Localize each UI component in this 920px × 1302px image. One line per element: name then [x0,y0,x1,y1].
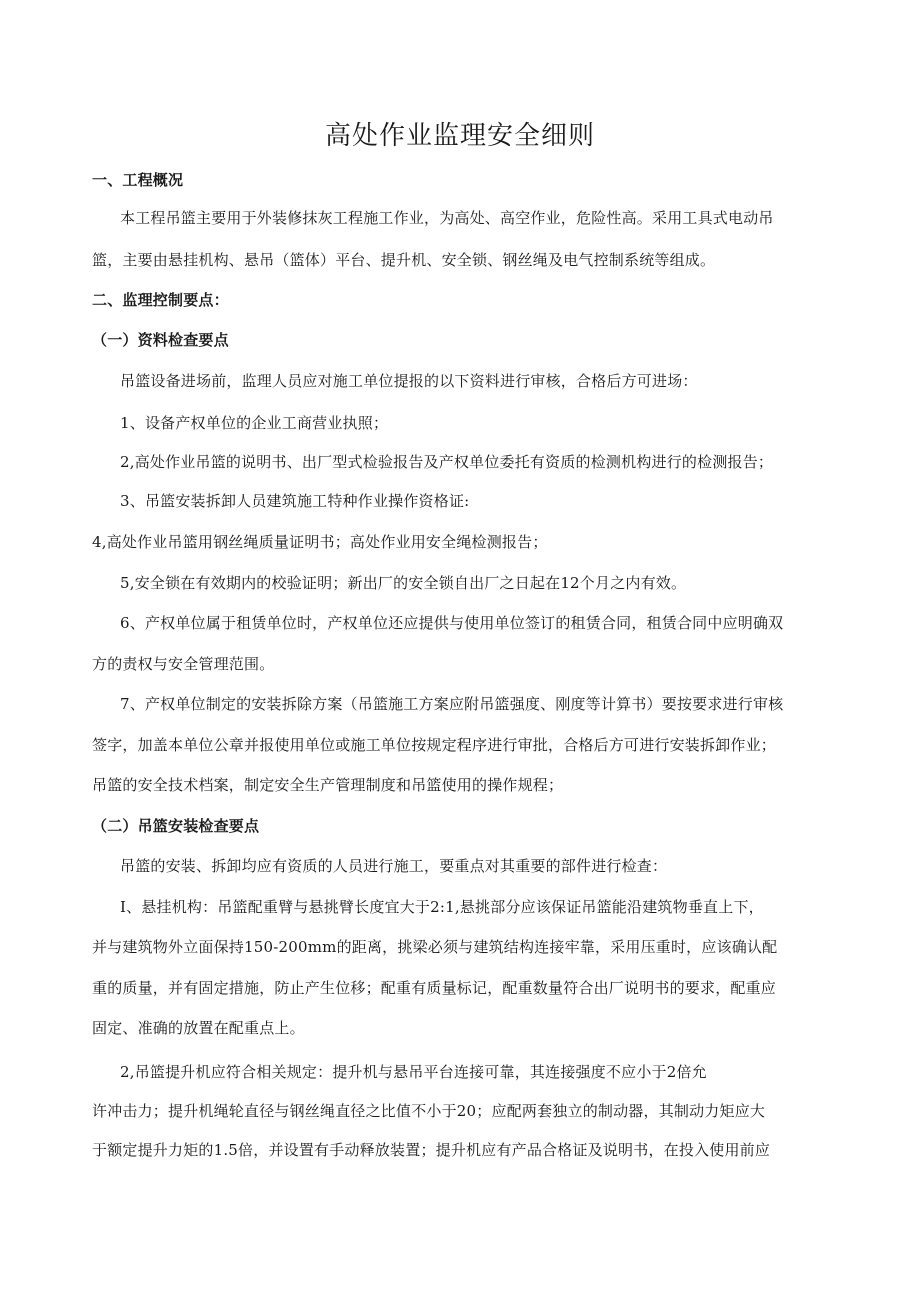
paragraph-line: 吊篮的安装、拆卸均应有资质的人员进行施工，要重点对其重要的部件进行检查： [120,857,668,875]
list-item: I、悬挂机构：吊篮配重臂与悬挑臂长度宜大于2:1,悬挑部分应该保证吊篮能沿建筑物垂直上下， [120,898,764,916]
list-item-continuation: 签字，加盖本单位公章并报使用单位或施工单位按规定程序进行审批，合格后方可进行安装拆卸作业； [92,736,777,754]
list-item: 7、产权单位制定的安装拆除方案（吊篮施工方案应附吊篮强度、刚度等计算书）要按要求进行审核 [120,695,784,713]
list-item-continuation: 吊篮的安全技术档案，制定安全生产管理制度和吊篮使用的操作规程； [92,776,564,794]
section-heading-control-points: 二、监理控制要点： [92,291,229,309]
list-item: 1、设备产权单位的企业工商营业执照； [120,414,389,432]
paragraph-line: 吊篮设备进场前，监理人员应对施工单位提报的以下资料进行审核，合格后方可进场： [120,372,698,390]
list-item-continuation: 固定、准确的放置在配重点上。 [92,1019,305,1037]
list-item-continuation: 方的责权与安全管理范围。 [92,655,275,673]
list-item: 2,吊篮提升机应符合相关规定：提升机与悬吊平台连接可靠，其连接强度不应小于2倍允 [120,1063,707,1081]
subsection-heading-documents: （一）资料检查要点 [92,331,229,349]
document-title: 高处作业监理安全细则 [324,121,595,151]
list-item-continuation: 重的质量，并有固定措施，防止产生位移；配重有质量标记，配重数量符合出厂说明书的要求，配重应 [92,979,777,997]
list-item: 5,安全锁在有效期内的校验证明；新出厂的安全锁自出厂之日起在12个月之内有效。 [120,574,687,592]
list-item-continuation: 于额定提升力矩的1.5倍，并设置有手动释放装置；提升机应有产品合格证及说明书，在投入使用前应 [92,1141,771,1159]
paragraph-line: 本工程吊篮主要用于外装修抹灰工程施工作业，为高处、高空作业，危险性高。采用工具式电动吊 [120,209,774,227]
subsection-heading-installation: （二）吊篮安装检查要点 [92,817,260,835]
list-item: 3、吊篮安装拆卸人员建筑施工特种作业操作资格证: [120,492,470,510]
list-item: 2,高处作业吊篮的说明书、出厂型式检验报告及产权单位委托有资质的检测机构进行的检测报告； [120,453,774,471]
paragraph-line: 篮，主要由悬挂机构、悬吊（篮体）平台、提升机、安全锁、钢丝绳及电气控制系统等组成。 [92,251,716,269]
list-item-continuation: 许冲击力；提升机绳轮直径与钢丝绳直径之比值不小于20；应配两套独立的制动器，其制动力矩应大 [92,1102,766,1120]
section-heading-overview: 一、工程概况 [92,171,184,189]
list-item: 4,高处作业吊篮用钢丝绳质量证明书；高处作业用安全绳检测报告； [92,533,548,551]
list-item-continuation: 并与建筑物外立面保持150-200mm的距离，挑梁必须与建筑结构连接牢靠，采用压重时，应该确认配 [92,938,778,956]
list-item: 6、产权单位属于租赁单位时，产权单位还应提供与使用单位签订的租赁合同，租赁合同中应明确双 [120,614,784,632]
